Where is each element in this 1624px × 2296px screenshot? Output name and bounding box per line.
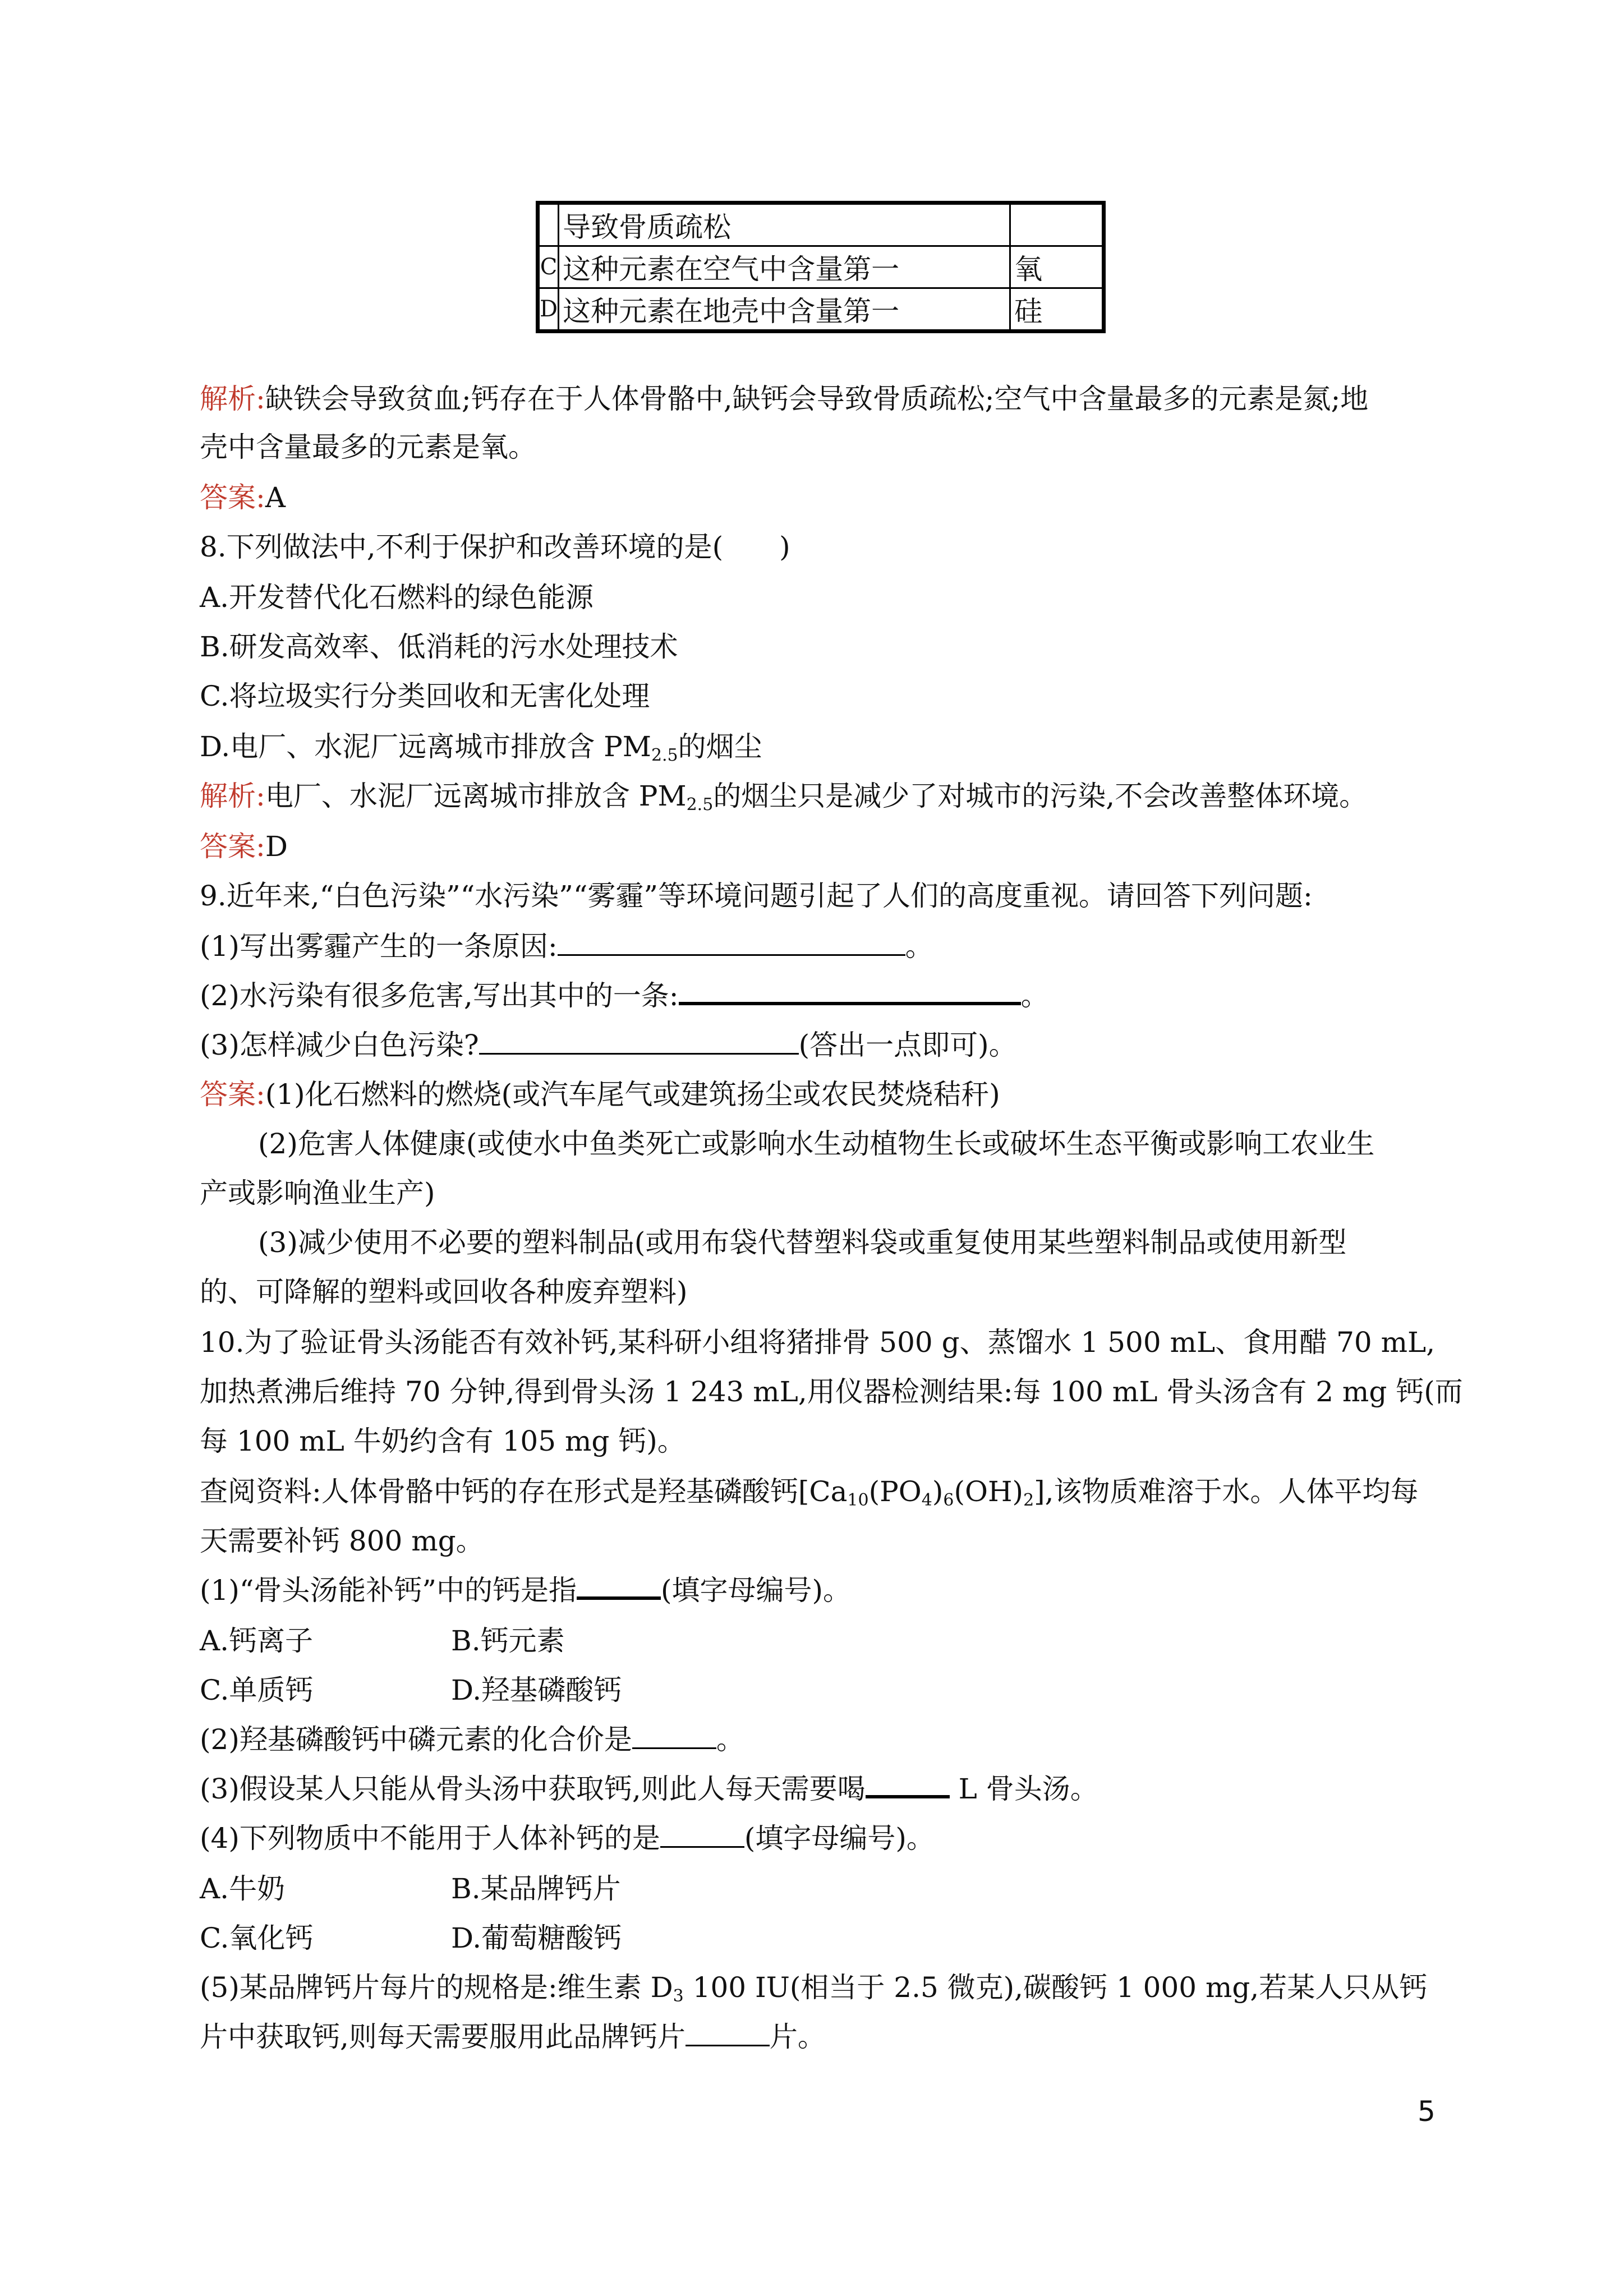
answer-value: D xyxy=(265,830,288,863)
answer-label: 答案: xyxy=(200,830,265,863)
q10-part3 xyxy=(200,1769,1098,1809)
answer-blank[interactable] xyxy=(660,1820,744,1848)
q7-analysis-cont: 壳中含量最多的元素是氧。 xyxy=(200,431,536,463)
question-text: (填字母编号)。 xyxy=(744,1822,935,1855)
option-c: C.单质钙 xyxy=(200,1674,314,1706)
q10-part4-options-cd xyxy=(200,1918,622,1958)
subscript: 2.5 xyxy=(651,746,678,765)
question-text: L 骨头汤。 xyxy=(949,1773,1098,1805)
analysis-text: 缺铁会导致贫血;钙存在于人体骨骼中,缺钙会导致骨质疏松;空气中含量最多的元素是氮;地 xyxy=(265,383,1369,415)
q9-part1 xyxy=(200,927,933,966)
analysis-text: 的烟尘只是减少了对城市的污染,不会改善整体环境。 xyxy=(713,780,1368,812)
page-number: 5 xyxy=(1418,2095,1436,2128)
answer-text: (1)化石燃料的燃烧(或汽车尾气或建筑扬尘或农民焚烧秸秆) xyxy=(265,1078,1000,1111)
subscript: 6 xyxy=(943,1490,954,1510)
q10-part2 xyxy=(200,1720,744,1759)
answer-blank[interactable] xyxy=(577,1571,661,1600)
subscript: 2 xyxy=(1023,1490,1034,1510)
q7-analysis xyxy=(200,379,1368,418)
q10-info xyxy=(200,1472,1419,1520)
q8-option-d xyxy=(200,727,762,775)
table-cell-description: 导致骨质疏松 xyxy=(559,203,1010,246)
answer-blank[interactable] xyxy=(558,928,905,956)
table-cell-letter: C xyxy=(538,246,559,288)
q9-part3 xyxy=(200,1025,1017,1065)
table-row xyxy=(538,288,1104,332)
question-text: 100 IU(相当于 2.5 微克),碳酸钙 1 000 mg,若某人只从钙 xyxy=(683,1971,1428,2004)
q10-part5 xyxy=(200,1968,1427,2016)
q10-part1-options-cd xyxy=(200,1671,622,1710)
info-text: ) xyxy=(932,1475,944,1508)
table-cell-description: 这种元素在地壳中含量第一 xyxy=(559,288,1010,332)
question-text: (2)羟基磷酸钙中磷元素的化合价是 xyxy=(200,1723,632,1756)
q10-info-cont: 天需要补钙 800 mg。 xyxy=(200,1525,484,1557)
analysis-text: 电厂、水泥厂远离城市排放含 PM xyxy=(265,780,687,812)
question-text: (3)怎样减少白色污染? xyxy=(200,1029,479,1061)
q10-stem-cont: 每 100 mL 牛奶约含有 105 mg 钙)。 xyxy=(200,1425,686,1457)
q9-answer-3: (3)减少使用不必要的塑料制品(或用布袋代替塑料袋或重复使用某些塑料制品或使用新型 xyxy=(258,1226,1347,1259)
q10-part5-cont xyxy=(200,2017,826,2056)
q9-answer-3-cont: 的、可降解的塑料或回收各种废弃塑料) xyxy=(200,1276,688,1308)
question-text: (3)假设某人只能从骨头汤中获取钙,则此人每天需要喝 xyxy=(200,1773,866,1805)
subscript: 3 xyxy=(673,1986,684,2006)
answer-blank[interactable] xyxy=(479,1027,799,1055)
q8-option-c: C.将垃圾实行分类回收和无害化处理 xyxy=(200,680,650,712)
question-text: 片。 xyxy=(769,2021,826,2053)
table-cell-element xyxy=(1010,203,1104,246)
question-text: 。 xyxy=(716,1723,744,1756)
answer-options-table xyxy=(536,201,1106,333)
subscript: 10 xyxy=(847,1490,869,1510)
q9-stem: 9.近年来,“白色污染”“水污染”“雾霾”等环境问题引起了人们的高度重视。请回答下列问题: xyxy=(200,880,1313,912)
info-text: 查阅资料:人体骨骼中钙的存在形式是羟基磷酸钙[Ca xyxy=(200,1475,848,1508)
q9-answer-2: (2)危害人体健康(或使水中鱼类死亡或影响水生动植物生长或破坏生态平衡或影响工农业生 xyxy=(258,1128,1375,1160)
question-text: 。 xyxy=(1020,979,1049,1012)
table-row xyxy=(538,203,1104,246)
answer-value: A xyxy=(265,481,286,514)
option-text: 的烟尘 xyxy=(678,730,762,763)
question-text: (填字母编号)。 xyxy=(660,1574,851,1607)
q8-stem: 8.下列做法中,不利于保护和改善环境的是( ) xyxy=(200,531,790,563)
analysis-label: 解析: xyxy=(200,383,265,415)
question-text: (2)水污染有很多危害,写出其中的一条: xyxy=(200,979,679,1012)
q8-option-a: A.开发替代化石燃料的绿色能源 xyxy=(200,581,594,614)
analysis-label: 解析: xyxy=(200,780,265,812)
answer-blank[interactable] xyxy=(679,976,1021,1005)
option-d: D.葡萄糖酸钙 xyxy=(451,1922,622,1954)
answer-blank[interactable] xyxy=(866,1769,950,1798)
table-cell-letter: D xyxy=(538,288,559,332)
subscript: 4 xyxy=(921,1490,932,1510)
q9-answer-1 xyxy=(200,1075,1000,1114)
info-text: (PO xyxy=(868,1475,922,1508)
option-b: B.钙元素 xyxy=(451,1625,565,1657)
q10-part4 xyxy=(200,1819,935,1858)
q10-part1 xyxy=(200,1571,851,1610)
option-c: C.氧化钙 xyxy=(200,1922,314,1954)
answer-blank[interactable] xyxy=(632,1722,716,1749)
answer-label: 答案: xyxy=(200,1078,265,1111)
answer-blank[interactable] xyxy=(686,2019,770,2046)
question-text: 片中获取钙,则每天需要服用此品牌钙片 xyxy=(200,2021,686,2053)
question-text: (4)下列物质中不能用于人体补钙的是 xyxy=(200,1822,660,1855)
option-a: A.牛奶 xyxy=(200,1872,286,1905)
table-cell-element: 硅 xyxy=(1010,288,1104,332)
q10-part1-options-ab xyxy=(200,1621,565,1660)
question-text: (答出一点即可)。 xyxy=(798,1029,1017,1061)
question-text: (1)“骨头汤能补钙”中的钙是指 xyxy=(200,1574,577,1607)
option-a: A.钙离子 xyxy=(200,1625,314,1657)
option-b: B.某品牌钙片 xyxy=(451,1872,621,1905)
subscript: 2.5 xyxy=(686,795,714,815)
q10-part4-options-ab xyxy=(200,1869,621,1908)
option-text: D.电厂、水泥厂远离城市排放含 PM xyxy=(200,730,651,763)
table-cell-element: 氧 xyxy=(1010,246,1104,288)
table-row xyxy=(538,246,1104,288)
table-cell-description: 这种元素在空气中含量第一 xyxy=(559,246,1010,288)
answer-label: 答案: xyxy=(200,481,265,514)
table-cell-letter xyxy=(538,203,559,246)
info-text: ],该物质难溶于水。人体平均每 xyxy=(1034,1475,1419,1508)
info-text: (OH) xyxy=(954,1475,1024,1508)
question-text: (5)某品牌钙片每片的规格是:维生素 D xyxy=(200,1971,673,2004)
q8-option-b: B.研发高效率、低消耗的污水处理技术 xyxy=(200,631,678,663)
q7-answer xyxy=(200,478,286,517)
q10-stem-cont: 加热煮沸后维持 70 分钟,得到骨头汤 1 243 mL,用仪器检测结果:每 100 mL 骨头汤含有 2 mg 钙(而 xyxy=(200,1375,1463,1408)
q8-analysis xyxy=(200,776,1367,825)
q9-part2 xyxy=(200,976,1049,1015)
q9-answer-2-cont: 产或影响渔业生产) xyxy=(200,1177,435,1209)
q8-answer xyxy=(200,827,288,866)
question-text: 。 xyxy=(905,930,933,963)
option-d: D.羟基磷酸钙 xyxy=(451,1674,622,1706)
question-text: (1)写出雾霾产生的一条原因: xyxy=(200,930,558,963)
q10-stem: 10.为了验证骨头汤能否有效补钙,某科研小组将猪排骨 500 g、蒸馏水 1 500 mL、食用醋 70 mL, xyxy=(200,1326,1436,1359)
